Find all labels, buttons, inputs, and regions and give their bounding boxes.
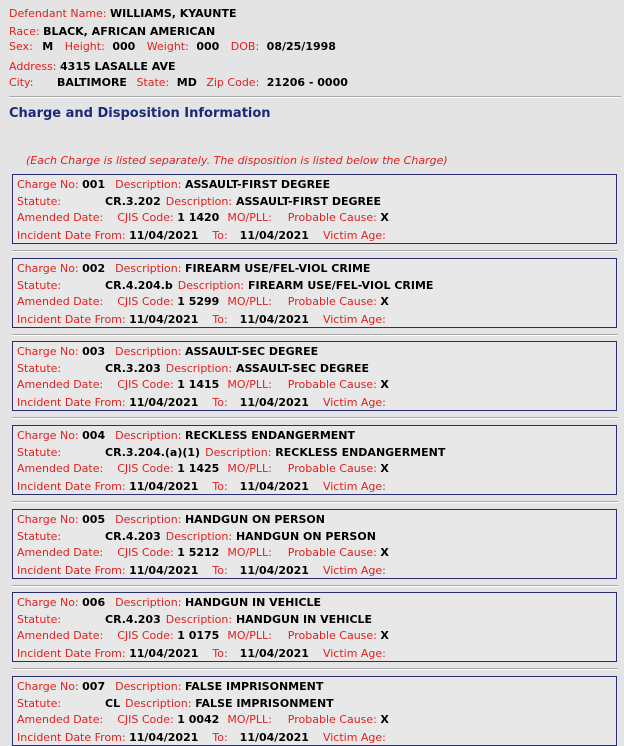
address-value: 4315 LASALLE AVE xyxy=(60,60,176,73)
charge-description: RECKLESS ENDANGERMENT xyxy=(184,429,356,442)
cjis-label: CJIS Code: xyxy=(117,713,174,726)
incident-to: 11/04/2021 xyxy=(239,564,309,577)
victim-age-label: Victim Age: xyxy=(322,396,386,409)
sex-label: Sex: xyxy=(9,40,33,53)
incident-row xyxy=(17,647,386,660)
cjis-code: 1 0175 xyxy=(177,629,220,642)
to-label: To: xyxy=(212,480,228,493)
statute-row xyxy=(17,446,446,459)
description-label: Description: xyxy=(115,262,182,275)
incident-from-label: Incident Date From: xyxy=(17,396,126,409)
weight-label: Weight: xyxy=(146,40,189,53)
charge-no: 005 xyxy=(82,513,106,526)
race-label: Race: xyxy=(9,25,40,38)
amended-row xyxy=(17,378,389,391)
statute-row xyxy=(17,530,376,543)
zip-value: 21206 - 0000 xyxy=(266,76,348,89)
charge-no: 006 xyxy=(82,596,106,609)
dob-value: 08/25/1998 xyxy=(266,40,336,53)
city-row xyxy=(9,76,348,89)
dob-label: DOB: xyxy=(230,40,260,53)
divider xyxy=(9,96,621,98)
charge-no-row xyxy=(17,262,370,275)
statute-label: Statute: xyxy=(17,362,62,375)
mo-pll-label: MO/PLL: xyxy=(227,211,272,224)
state-value: MD xyxy=(176,76,197,89)
defendant-name: WILLIAMS, KYAUNTE xyxy=(110,7,237,20)
victim-age-label: Victim Age: xyxy=(322,564,386,577)
probable-cause: X xyxy=(380,462,389,475)
statute-value xyxy=(105,613,372,626)
probable-cause-label: Probable Cause: xyxy=(287,546,377,559)
probable-cause: X xyxy=(380,546,389,559)
charge-no-label: Charge No: xyxy=(17,178,79,191)
incident-to: 11/04/2021 xyxy=(239,480,309,493)
amended-date-label: Amended Date: xyxy=(17,546,104,559)
charge-description: FALSE IMPRISONMENT xyxy=(184,680,324,693)
incident-row xyxy=(17,480,386,493)
physical-row xyxy=(9,40,336,53)
zip-label: Zip Code: xyxy=(206,76,260,89)
cjis-label: CJIS Code: xyxy=(117,546,174,559)
probable-cause-label: Probable Cause: xyxy=(287,378,377,391)
incident-row xyxy=(17,313,386,326)
statute-row xyxy=(17,362,370,375)
charge-no: 003 xyxy=(82,345,106,358)
probable-cause: X xyxy=(380,378,389,391)
charge-note: (Each Charge is listed separately. The disposition is listed below the Charge) xyxy=(26,154,448,167)
statute-code: CR.4.203 xyxy=(105,530,161,543)
cjis-label: CJIS Code: xyxy=(117,295,174,308)
statute-value xyxy=(105,195,381,208)
incident-from-label: Incident Date From: xyxy=(17,647,126,660)
incident-from-label: Incident Date From: xyxy=(17,229,126,242)
charge-box xyxy=(12,341,617,411)
statute-code: CR.3.202 xyxy=(105,195,161,208)
amended-date-label: Amended Date: xyxy=(17,378,104,391)
to-label: To: xyxy=(212,731,228,744)
charge-box xyxy=(12,676,617,746)
victim-age-label: Victim Age: xyxy=(322,229,386,242)
cjis-code: 1 1420 xyxy=(177,211,220,224)
probable-cause: X xyxy=(380,295,389,308)
incident-row xyxy=(17,564,386,577)
race-value: BLACK, AFRICAN AMERICAN xyxy=(43,25,216,38)
charge-divider xyxy=(12,501,618,503)
incident-row xyxy=(17,229,386,242)
statute-value xyxy=(105,530,376,543)
cjis-code: 1 0042 xyxy=(177,713,220,726)
statute-description: HANDGUN IN VEHICLE xyxy=(235,613,373,626)
charge-no-row xyxy=(17,680,323,693)
charge-no: 007 xyxy=(82,680,106,693)
address-label: Address: xyxy=(9,60,57,73)
incident-to: 11/04/2021 xyxy=(239,313,309,326)
cjis-code: 1 1425 xyxy=(177,462,220,475)
statute-description: HANDGUN ON PERSON xyxy=(235,530,376,543)
probable-cause: X xyxy=(380,629,389,642)
to-label: To: xyxy=(212,313,228,326)
incident-from: 11/04/2021 xyxy=(129,647,199,660)
address-row xyxy=(9,60,176,73)
incident-from: 11/04/2021 xyxy=(129,731,199,744)
amended-date-label: Amended Date: xyxy=(17,295,104,308)
incident-from-label: Incident Date From: xyxy=(17,313,126,326)
amended-row xyxy=(17,629,389,642)
charge-no-row xyxy=(17,345,318,358)
mo-pll-label: MO/PLL: xyxy=(227,378,272,391)
mo-pll-label: MO/PLL: xyxy=(227,713,272,726)
probable-cause-label: Probable Cause: xyxy=(287,462,377,475)
statute-code: CR.4.204.b xyxy=(105,279,173,292)
charge-no-label: Charge No: xyxy=(17,429,79,442)
incident-from: 11/04/2021 xyxy=(129,313,199,326)
incident-from: 11/04/2021 xyxy=(129,564,199,577)
defendant-name-label: Defendant Name: xyxy=(9,7,107,20)
statute-desc-label: Description: xyxy=(205,446,272,459)
probable-cause-label: Probable Cause: xyxy=(287,713,377,726)
charge-divider xyxy=(12,250,618,252)
incident-to: 11/04/2021 xyxy=(239,396,309,409)
victim-age-label: Victim Age: xyxy=(322,480,386,493)
statute-desc-label: Description: xyxy=(165,613,233,626)
probable-cause-label: Probable Cause: xyxy=(287,295,377,308)
incident-from: 11/04/2021 xyxy=(129,396,199,409)
charge-box xyxy=(12,174,617,244)
charge-no-row xyxy=(17,429,355,442)
to-label: To: xyxy=(212,229,228,242)
victim-age-label: Victim Age: xyxy=(322,731,386,744)
description-label: Description: xyxy=(115,596,182,609)
charge-box xyxy=(12,258,617,328)
race-row xyxy=(9,25,215,38)
height-label: Height: xyxy=(64,40,105,53)
to-label: To: xyxy=(212,564,228,577)
statute-desc-label: Description: xyxy=(177,279,245,292)
incident-to: 11/04/2021 xyxy=(239,731,309,744)
charge-no-row xyxy=(17,513,325,526)
cjis-label: CJIS Code: xyxy=(117,378,174,391)
to-label: To: xyxy=(212,396,228,409)
description-label: Description: xyxy=(115,513,182,526)
probable-cause-label: Probable Cause: xyxy=(287,211,377,224)
description-label: Description: xyxy=(115,429,182,442)
mo-pll-label: MO/PLL: xyxy=(227,629,272,642)
statute-value xyxy=(105,446,445,459)
sex-value: M xyxy=(42,40,54,53)
statute-desc-label: Description: xyxy=(165,362,233,375)
incident-from-label: Incident Date From: xyxy=(17,731,126,744)
amended-date-label: Amended Date: xyxy=(17,713,104,726)
charge-no-label: Charge No: xyxy=(17,262,79,275)
amended-row xyxy=(17,713,389,726)
section-title: Charge and Disposition Information xyxy=(9,106,271,121)
probable-cause: X xyxy=(380,713,389,726)
city-value: BALTIMORE xyxy=(56,76,127,89)
incident-from-label: Incident Date From: xyxy=(17,564,126,577)
statute-value xyxy=(105,697,334,710)
charge-no-label: Charge No: xyxy=(17,596,79,609)
probable-cause-label: Probable Cause: xyxy=(287,629,377,642)
description-label: Description: xyxy=(115,178,182,191)
charge-no-label: Charge No: xyxy=(17,680,79,693)
charge-description: HANDGUN ON PERSON xyxy=(184,513,325,526)
cjis-code: 1 5299 xyxy=(177,295,220,308)
charge-no-row xyxy=(17,596,321,609)
statute-description: FIREARM USE/FEL-VIOL CRIME xyxy=(247,279,434,292)
to-label: To: xyxy=(212,647,228,660)
mo-pll-label: MO/PLL: xyxy=(227,462,272,475)
cjis-label: CJIS Code: xyxy=(117,462,174,475)
victim-age-label: Victim Age: xyxy=(322,313,386,326)
statute-desc-label: Description: xyxy=(165,530,233,543)
cjis-label: CJIS Code: xyxy=(117,629,174,642)
description-label: Description: xyxy=(115,680,182,693)
height-value: 000 xyxy=(112,40,136,53)
incident-from: 11/04/2021 xyxy=(129,480,199,493)
amended-date-label: Amended Date: xyxy=(17,629,104,642)
incident-to: 11/04/2021 xyxy=(239,647,309,660)
statute-label: Statute: xyxy=(17,613,62,626)
charge-box xyxy=(12,425,617,495)
mo-pll-label: MO/PLL: xyxy=(227,295,272,308)
statute-label: Statute: xyxy=(17,697,62,710)
incident-from-label: Incident Date From: xyxy=(17,480,126,493)
charge-divider xyxy=(12,334,618,336)
amended-row xyxy=(17,211,389,224)
amended-date-label: Amended Date: xyxy=(17,462,104,475)
incident-from: 11/04/2021 xyxy=(129,229,199,242)
incident-to: 11/04/2021 xyxy=(239,229,309,242)
statute-row xyxy=(17,613,373,626)
weight-value: 000 xyxy=(196,40,220,53)
charge-description: ASSAULT-FIRST DEGREE xyxy=(184,178,331,191)
charge-no-label: Charge No: xyxy=(17,513,79,526)
probable-cause: X xyxy=(380,211,389,224)
statute-label: Statute: xyxy=(17,446,62,459)
charge-box xyxy=(12,592,617,662)
cjis-code: 1 5212 xyxy=(177,546,220,559)
statute-row xyxy=(17,195,382,208)
state-label: State: xyxy=(136,76,170,89)
statute-label: Statute: xyxy=(17,195,62,208)
charge-divider xyxy=(12,668,618,670)
charge-description: FIREARM USE/FEL-VIOL CRIME xyxy=(184,262,371,275)
charge-no-row xyxy=(17,178,330,191)
charge-description: HANDGUN IN VEHICLE xyxy=(184,596,322,609)
description-label: Description: xyxy=(115,345,182,358)
charge-description: ASSAULT-SEC DEGREE xyxy=(184,345,319,358)
victim-age-label: Victim Age: xyxy=(322,647,386,660)
statute-code: CR.3.204.(a)(1) xyxy=(105,446,201,459)
defendant-name-row xyxy=(9,7,237,20)
statute-code: CR.3.203 xyxy=(105,362,161,375)
charge-divider xyxy=(12,585,618,587)
statute-code: CL xyxy=(105,697,121,710)
statute-description: RECKLESS ENDANGERMENT xyxy=(275,446,446,459)
city-label: City: xyxy=(9,76,34,89)
statute-row xyxy=(17,279,434,292)
incident-row xyxy=(17,731,386,744)
statute-description: ASSAULT-FIRST DEGREE xyxy=(235,195,382,208)
statute-code: CR.4.203 xyxy=(105,613,161,626)
charge-divider xyxy=(12,417,618,419)
statute-desc-label: Description: xyxy=(165,195,233,208)
statute-description: ASSAULT-SEC DEGREE xyxy=(235,362,370,375)
statute-value xyxy=(105,279,433,292)
statute-label: Statute: xyxy=(17,279,62,292)
charge-box xyxy=(12,509,617,579)
cjis-label: CJIS Code: xyxy=(117,211,174,224)
statute-label: Statute: xyxy=(17,530,62,543)
amended-row xyxy=(17,295,389,308)
charge-no: 004 xyxy=(82,429,106,442)
charge-no: 002 xyxy=(82,262,106,275)
statute-value xyxy=(105,362,369,375)
incident-row xyxy=(17,396,386,409)
mo-pll-label: MO/PLL: xyxy=(227,546,272,559)
amended-row xyxy=(17,462,389,475)
statute-row xyxy=(17,697,334,710)
charge-no-label: Charge No: xyxy=(17,345,79,358)
amended-row xyxy=(17,546,389,559)
cjis-code: 1 1415 xyxy=(177,378,220,391)
amended-date-label: Amended Date: xyxy=(17,211,104,224)
statute-desc-label: Description: xyxy=(125,697,192,710)
statute-description: FALSE IMPRISONMENT xyxy=(195,697,334,710)
charge-no: 001 xyxy=(82,178,106,191)
